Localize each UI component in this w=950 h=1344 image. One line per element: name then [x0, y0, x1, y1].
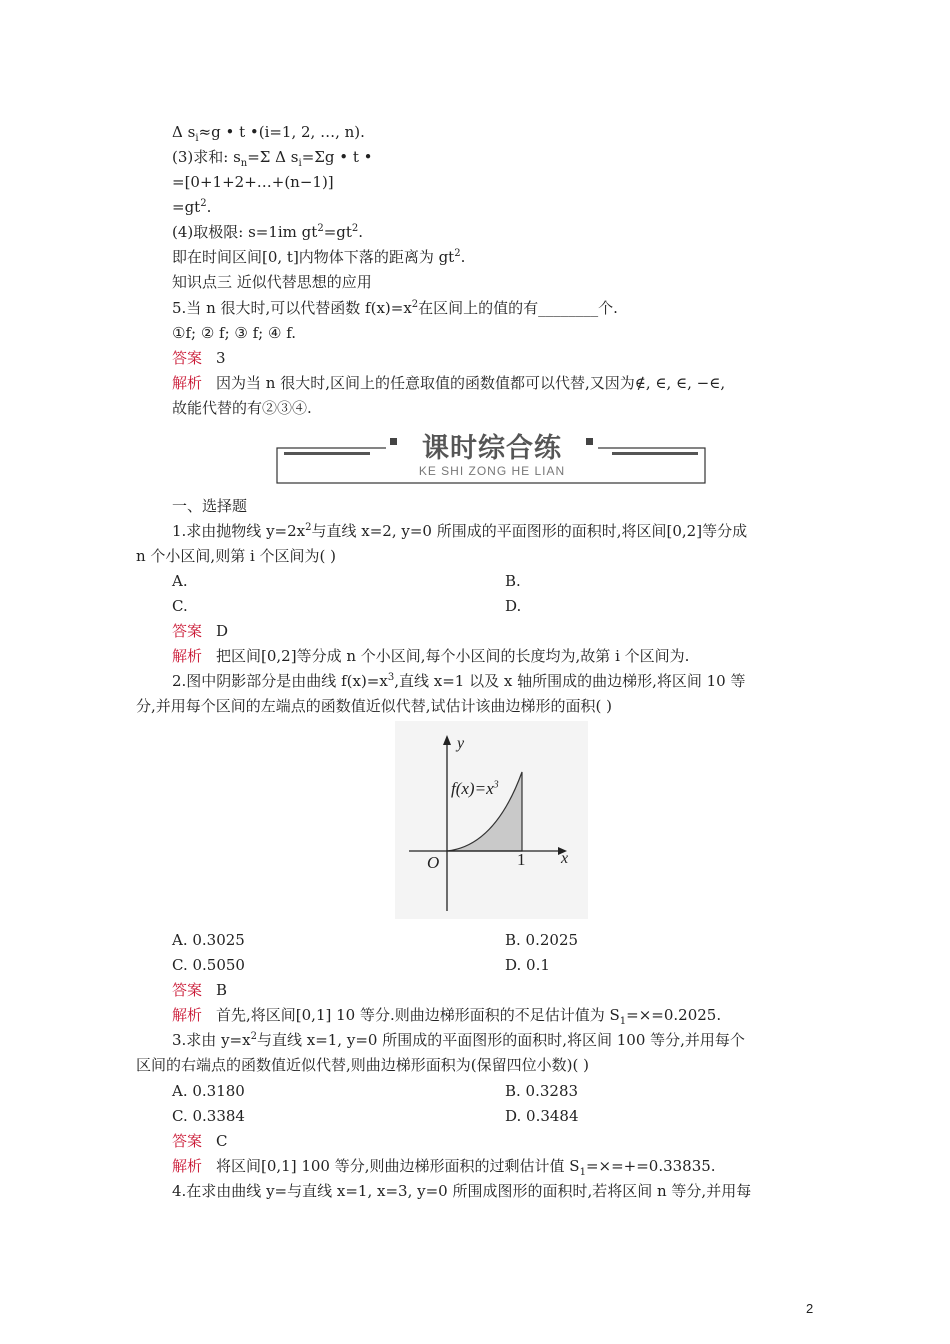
text-line: 即在时间区间[0, t]内物体下落的距离为 $gt^2$.	[172, 248, 466, 266]
option-c: C.	[172, 597, 188, 615]
option-d: D.	[505, 597, 522, 615]
question-3: 3.求由 $y=x^2$与直线 x=1, y=0 所围成的平面图形的面积时,将区间 100 等分,并用每个	[172, 1031, 745, 1049]
analysis-line: 解析 把区间[0,2]等分成 n 个小区间,每个小区间的长度均为,故第 i 个区间为.	[172, 647, 690, 665]
text-line: =[0+1+2+…+(n−1)]	[172, 173, 334, 191]
question-5: 5.当 n 很大时,可以代替函数 $f(x)=x^2$在区间上的值的有________个.	[172, 299, 618, 317]
analysis-line: 解析 将区间[0,1] 100 等分,则曲边梯形面积的过剩估计值 $S_1=\times=+=0.33835$.	[172, 1157, 716, 1178]
section-heading: 知识点三 近似代替思想的应用	[172, 273, 372, 291]
option-a: A.	[172, 572, 188, 590]
section-title: 一、选择题	[172, 497, 248, 515]
origin-label: O	[427, 853, 440, 872]
option-b: B. 0.2025	[505, 931, 579, 949]
option-c: C. 0.5050	[172, 956, 245, 974]
question-5-options: ①f; ② f; ③ f; ④ f.	[172, 324, 296, 342]
text-line: Δ $s_i\approx g$ • t •(i=1, 2, …, n).	[172, 123, 365, 144]
option-a: A. 0.3025	[172, 931, 245, 949]
function-graph	[395, 721, 588, 919]
function-label: $f(x)=x^3$	[451, 779, 499, 798]
answer-line: 答案 B	[172, 981, 228, 999]
question-4: 4.在求由曲线 y=与直线 x=1, x=3, y=0 所围成图形的面积时,若将区间 n 等分,并用每	[172, 1182, 752, 1200]
option-b: B.	[505, 572, 521, 590]
banner-title: 课时综合练	[422, 433, 562, 464]
answer-line: 答案 3	[172, 349, 226, 367]
tick-label: 1	[517, 850, 526, 869]
answer-line: 答案 C	[172, 1132, 228, 1150]
question-1-line2: n 个小区间,则第 i 个区间为( )	[136, 547, 337, 565]
option-b: B. 0.3283	[505, 1082, 579, 1100]
banner-subtitle: KE SHI ZONG HE LIAN	[418, 464, 566, 478]
option-a: A. 0.3180	[172, 1082, 245, 1100]
analysis-line: 故能代替的有②③④.	[172, 399, 312, 417]
analysis-line: 解析 因为当 n 很大时,区间上的任意取值的函数值都可以代替,又因为∉, ∈, ∈, −∈,	[172, 374, 726, 392]
question-2-line2: 分,并用每个区间的左端点的函数值近似代替,试估计该曲边梯形的面积( )	[136, 697, 613, 715]
question-2: 2.图中阴影部分是由曲线 $f(x)=x^3$,直线 x=1 以及 x 轴所围成的曲边梯形,将区间 10 等	[172, 672, 746, 690]
y-axis-label: y	[457, 735, 465, 752]
question-1: 1.求由抛物线 $y=2x^2$与直线 x=2, y=0 所围成的平面图形的面积时,将区间[0,2]等分成	[172, 522, 748, 540]
option-d: D. 0.1	[505, 956, 550, 974]
text-line: $=gt^2$.	[172, 198, 212, 216]
option-c: C. 0.3384	[172, 1107, 245, 1125]
x-axis-label: x	[561, 850, 569, 867]
page-number: 2	[806, 1301, 814, 1316]
analysis-line: 解析 首先,将区间[0,1] 10 等分.则曲边梯形面积的不足估计值为 $S_1=\times=0.2025$.	[172, 1006, 722, 1027]
answer-line: 答案 D	[172, 622, 229, 640]
text-line: (3)求和: $s_n=\Sigma$ Δ $s_i=\Sigma g$ • t •	[172, 148, 373, 169]
text-line: (4)取极限: s=1im $gt^2=gt^2$.	[172, 223, 364, 241]
question-3-line2: 区间的右端点的函数值近似代替,则曲边梯形面积为(保留四位小数)( )	[136, 1056, 589, 1074]
option-d: D. 0.3484	[505, 1107, 579, 1125]
section-banner	[276, 426, 706, 484]
